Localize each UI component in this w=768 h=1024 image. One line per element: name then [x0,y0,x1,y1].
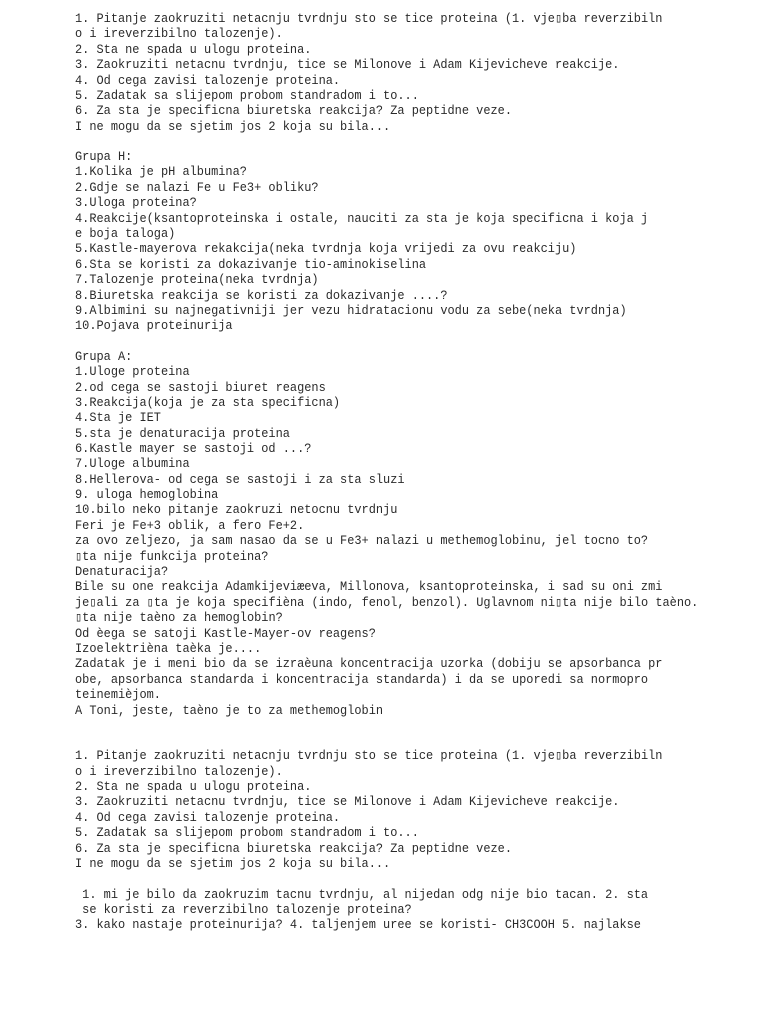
text-line: 1.Uloge proteina [75,365,190,379]
text-line: 3. kako nastaje proteinurija? 4. taljenjem uree se koristi- CH3COOH 5. najlakse [75,918,641,932]
text-line: Od èega se satoji Kastle-Mayer-ov reagens? [75,627,376,641]
text-line: I ne mogu da se sjetim jos 2 koja su bila... [75,120,391,134]
text-line: o i ireverzibilno talozenje). [75,27,283,41]
text-line: 5. Zadatak sa slijepom probom standradom i to... [75,826,419,840]
text-line: ▯ta nije funkcija proteina? [75,550,269,564]
text-line: Feri je Fe+3 oblik, a fero Fe+2. [75,519,305,533]
text-line: teinemièjom. [75,688,161,702]
text-line: je▯ali za ▯ta je koja specifièna (indo, fenol, benzol). Uglavnom ni▯ta nije bilo taèno. [75,596,699,610]
text-line: 10.bilo neko pitanje zaokruzi netocnu tvrdnju [75,503,398,517]
text-line: 1. Pitanje zaokruziti netacnju tvrdnju sto se tice proteina (1. vje▯ba reverzibiln [75,749,663,763]
text-line: Zadatak je i meni bio da se izraèuna koncentracija uzorka (dobiju se apsorbanca pr [75,657,663,671]
section-heading: Grupa A: [75,350,133,364]
text-line: A Toni, jeste, taèno je to za methemoglobin [75,704,384,718]
text-line: 3. Zaokruziti netacnu tvrdnju, tice se Milonove i Adam Kijevicheve reakcije. [75,795,620,809]
text-line: 9.Albimini su najnegativniji jer vezu hidratacionu vodu za sebe(neka tvrdnja) [75,304,627,318]
text-line: 7.Talozenje proteina(neka tvrdnja) [75,273,319,287]
text-line: ▯ta nije taèno za hemoglobin? [75,611,283,625]
text-line: 2.od cega se sastoji biuret reagens [75,381,326,395]
text-line: 4. Od cega zavisi talozenje proteina. [75,74,341,88]
text-line: 4. Od cega zavisi talozenje proteina. [75,811,341,825]
text-line: 3.Uloga proteina? [75,196,197,210]
text-line: 5.sta je denaturacija proteina [75,427,290,441]
text-line: 4.Sta je IET [75,411,161,425]
text-line: 8.Biuretska reakcija se koristi za dokazivanje ....? [75,289,448,303]
text-line: Denaturacija? [75,565,169,579]
text-line: 1. mi je bilo da zaokruzim tacnu tvrdnju, al nijedan odg nije bio tacan. 2. sta [75,888,649,902]
text-line: I ne mogu da se sjetim jos 2 koja su bila... [75,857,391,871]
text-line: o i ireverzibilno talozenje). [75,765,283,779]
text-line: 1.Kolika je pH albumina? [75,165,247,179]
text-line: Bile su one reakcija Adamkijeviæeva, Millonova, ksantoproteinska, i sad su oni zmi [75,580,663,594]
text-line: obe, apsorbanca standarda i koncentracija standarda) i da se uporedi sa normopro [75,673,649,687]
text-line: 2.Gdje se nalazi Fe u Fe3+ obliku? [75,181,319,195]
text-line: 5. Zadatak sa slijepom probom standradom i to... [75,89,419,103]
text-line: 7.Uloge albumina [75,457,190,471]
section-heading: Grupa H: [75,150,133,164]
text-line: 10.Pojava proteinurija [75,319,233,333]
text-line: e boja taloga) [75,227,176,241]
text-line: 2. Sta ne spada u ulogu proteina. [75,780,312,794]
text-line: 9. uloga hemoglobina [75,488,219,502]
text-line: 5.Kastle-mayerova rekakcija(neka tvrdnja koja vrijedi za ovu reakciju) [75,242,577,256]
text-line: Izoelektrièna taèka je.... [75,642,262,656]
text-line: 3.Reakcija(koja je za sta specificna) [75,396,341,410]
text-line: 6.Sta se koristi za dokazivanje tio-aminokiselina [75,258,427,272]
text-line: 3. Zaokruziti netacnu tvrdnju, tice se Milonove i Adam Kijevicheve reakcije. [75,58,620,72]
text-line: se koristi za reverzibilno talozenje proteina? [75,903,412,917]
text-line: 2. Sta ne spada u ulogu proteina. [75,43,312,57]
text-line: 6. Za sta je specificna biuretska reakcija? Za peptidne veze. [75,842,512,856]
text-line: 8.Hellerova- od cega se sastoji i za sta sluzi [75,473,405,487]
text-line: 6. Za sta je specificna biuretska reakcija? Za peptidne veze. [75,104,512,118]
text-line: za ovo zeljezo, ja sam nasao da se u Fe3+ nalazi u methemoglobinu, jel tocno to? [75,534,649,548]
text-line: 6.Kastle mayer se sastoji od ...? [75,442,312,456]
text-line: 4.Reakcije(ksantoproteinska i ostale, nauciti za sta je koja specificna i koja j [75,212,649,226]
text-line: 1. Pitanje zaokruziti netacnju tvrdnju sto se tice proteina (1. vje▯ba reverzibiln [75,12,663,26]
